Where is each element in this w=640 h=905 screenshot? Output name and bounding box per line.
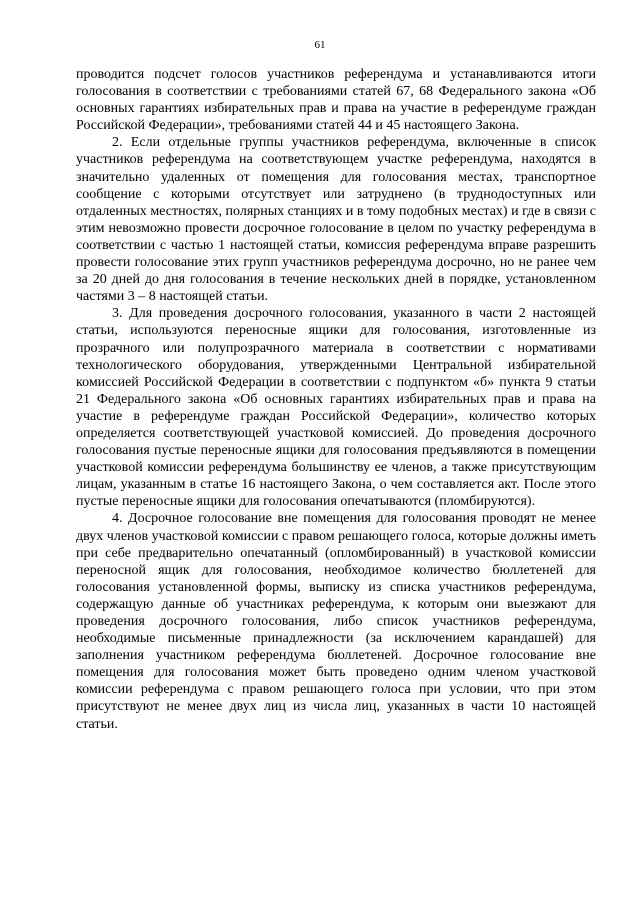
paragraph-1-continuation: проводится подсчет голосов участников референдума и устанавливаются итоги голосования в соответствии с требованиями статей 67, 68 Федерального закона «Об основных гарантиях избирательных прав и права на участие в референдуме граждан Российской Федерации», требованиями статей 44 и 45 настоящего Закона. [76,67,596,134]
document-body [76,66,596,733]
paragraph-2: 2. Если отдельные группы участников референдума, включенные в список участников референдума на соответствующем участке референдума, находятся в значительно удаленных от помещения для голосования местах, транспортное сообщение с которыми отсутствует или затруднено (в труднодоступных или отдаленных местностях, полярных станциях и в тому подобных местах) и где в связи с этим невозможно провести досрочное голосование в целом по участку референдума в соответствии с частью 1 настоящей статьи, комиссия референдума вправе разрешить провести голосование этих групп участников референдума досрочно, но не ранее чем за 20 дней до дня голосования в течение нескольких дней в порядке, установленном частями 3 – 8 настоящей статьи. [76,135,596,305]
paragraph-3: 3. Для проведения досрочного голосования, указанного в части 2 настоящей статьи, используются переносные ящики для голосования, изготовленные из прозрачного или полупрозрачного материала в соответствии с нормативами технологического оборудования, утвержденными Центральной избирательной комиссией Российской Федерации в соответствии с подпунктом «б» пункта 9 статьи 21 Федерального закона «Об основных гарантиях избирательных прав и права на участие в референдуме граждан Российской Федерации», количество которых определяется соответствующей участковой комиссией. До проведения досрочного голосования пустые переносные ящики для голосования предъявляются в помещении участковой комиссии референдума большинству ее членов, а также присутствующим лицам, указанным в статье 16 настоящего Закона, о чем составляется акт. После этого пустые переносные ящики для голосования опечатываются (пломбируются). [76,306,596,510]
paragraph-4: 4. Досрочное голосование вне помещения для голосования проводят не менее двух членов участковой комиссии с правом решающего голоса, которые должны иметь при себе предварительно опечатанный (опломбированный) в участковой комиссии переносной ящик для голосования, необходимое количество бюллетеней для голосования установленной формы, выписку из списка участников референдума, содержащую данные об участниках референдума, к которым они выезжают для проведения досрочного голосования, либо список участников референдума, необходимые письменные принадлежности (за исключением карандашей) для заполнения участником референдума бюллетеней. Досрочное голосование вне помещения для голосования может быть проведено одним членом участковой комиссии референдума с правом решающего голоса при условии, что при этом присутствуют не менее двух лиц из числа лиц, указанных в части 10 настоящей статьи. [76,511,596,732]
page-number: 61 [314,39,326,51]
